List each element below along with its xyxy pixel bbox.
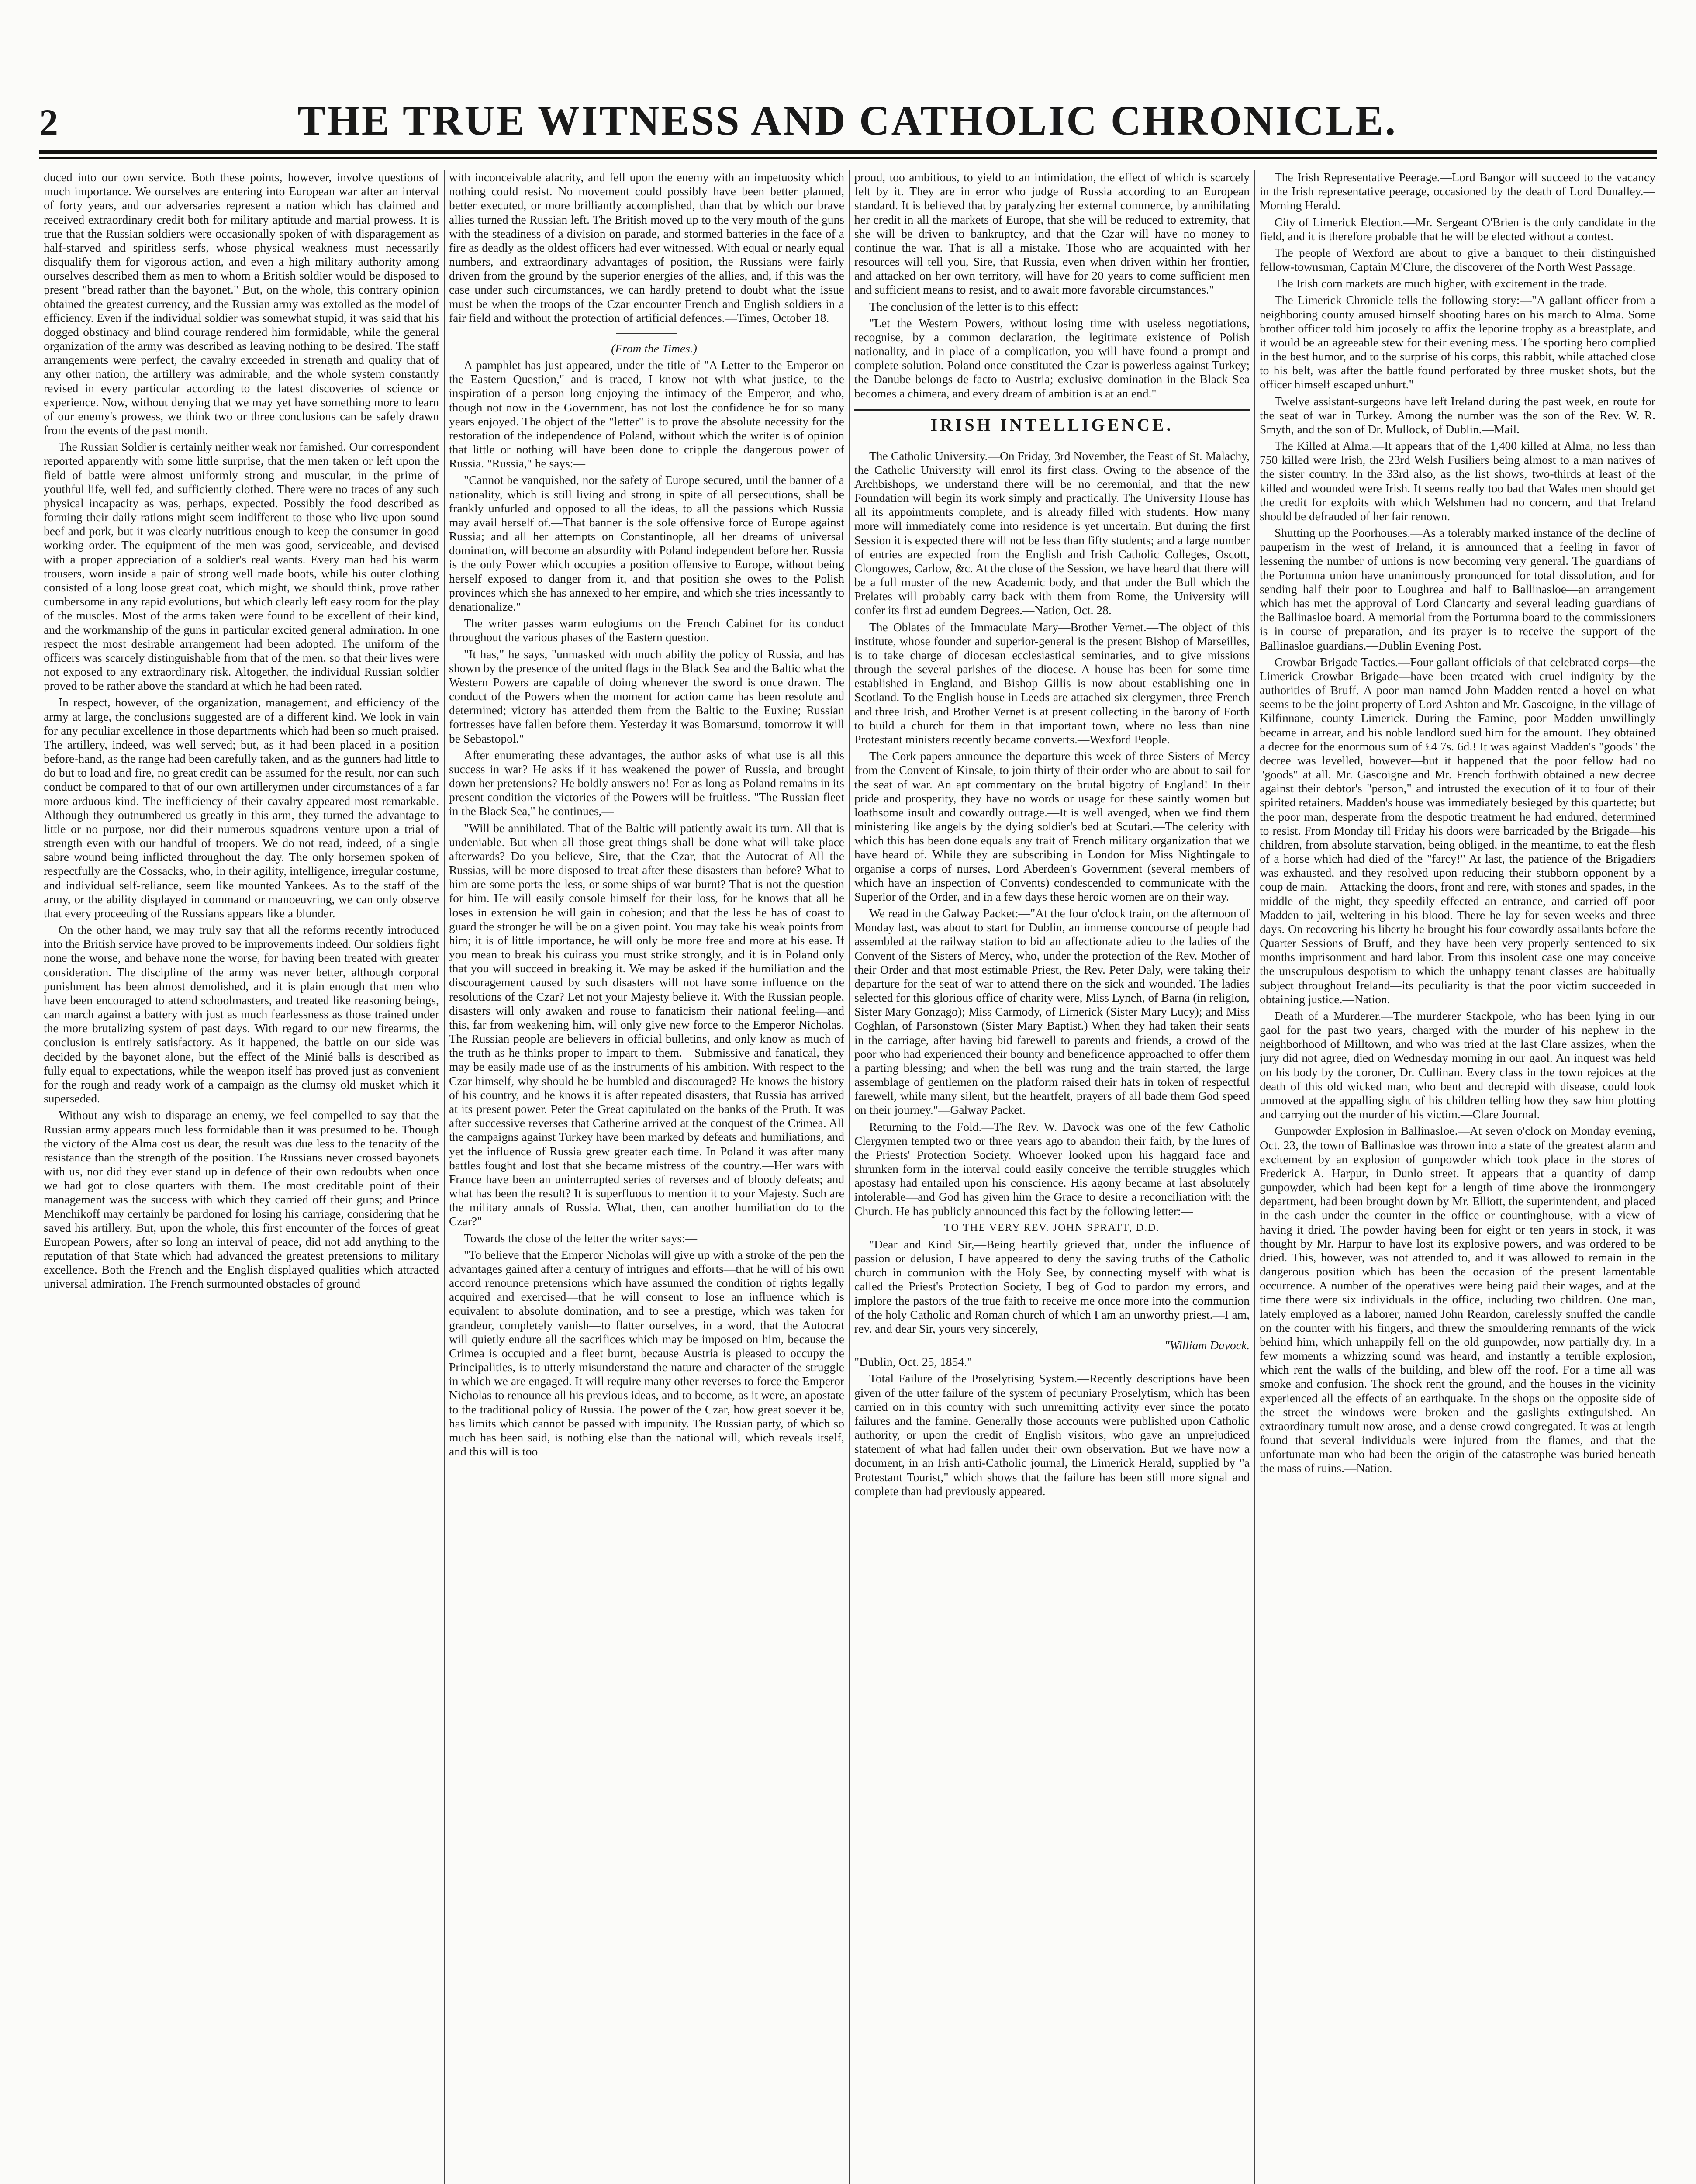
quoted-paragraph: "To believe that the Emperor Nicholas will give up with a stroke of the pen the advantages gained after a century of intrigues and efforts—that he will of his own accord renounce pretensions which have assumed the condition of rights legally acquired and exercised—that he will consent to lose an influence which is equivalent to absolute domination, and to see a prestige, which was taken for grandeur, completely vanish—to flatter ourselves, in a word, that the Autocrat will quietly endure all the sacrifices which may be imposed on him, because the Crimea is occupied and a fleet burnt, because Austria is pleased to occupy the Principalities, is to utterly misunderstand the nature and character of the struggle in which we are engaged. It will require many other reverses to force the Emperor Nicholas to renounce all his previous ideas, and to become, as it were, an apostate to the traditional policy of Russia. The power of the Czar, how great soever it be, has limits which cannot be passed with impunity. The Russian party, of which so much has been said, is nothing else than the national will, which reveals itself, and this will is too (449, 1248, 844, 1458)
news-item: Shutting up the Poorhouses.—As a tolerably marked instance of the decline of pauperism in the west of Ireland, it is announced that a feeling in favor of lessening the number of unions is now becoming very general. The guardians of the Portumna union have unanimously pronounced for total dissolution, and for sending half their poor to Loughrea and half to Ballinasloe—an arrangement which has met the approval of Lord Clancarty and several leading guardians of the Ballinasloe board. A memorial from the Portumna board to the commissioners is in course of preparation, and its prayer is to receive the support of the Ballinasloe guardians.—Dublin Evening Post. (1260, 526, 1655, 652)
news-item: The Irish corn markets are much higher, with excitement in the trade. (1275, 276, 1607, 290)
news-item: Crowbar Brigade Tactics.—Four gallant officials of that celebrated corps—the Limerick Crowbar Brigade—have been treated with cruel indignity by the authorities of Bruff. A poor man named John Madden rented a hovel on what seems to be the joint property of Lord Ashton and Mr. Gascoigne, in the village of Kilfinnane, county Limerick. During the Famine, poor Madden unwillingly became in arrear, and his noble landlord sued him for the amount. They obtained a decree for the enormous sum of £4 7s. 6d.! It was against Madden's "goods" the decree was levelled, however—but it happened that the poor fellow had no "goods" at all. Mr. Gascoigne and Mr. French forthwith obtained a new decree against their debtor's "person," and intrusted the execution of it to four of their spirited retainers. Madden's house was immediately besieged by this quartette; but the poor man, desperate from the despotic treatment he had endured, determined to resist. From Monday till Friday his doors were barricaded by the Brigade—his children, from absolute starvation, being obliged, in the meantime, to eat the flesh of a horse which had died of the "farcy!" At last, the patience of the Brigadiers was exhausted, and they resolved upon reducing their stubborn opponent by a coup de main.—Attacking the doors, front and rere, with stones and spades, in the middle of the night, they speedily effected an entrance, and carried off poor Madden to jail, weltering in his blood. There he lay for seven weeks and three days. On recovering his liberty he brought his four cowardly assailants before the Quarter Sessions of Bruff, and they have been very properly sentenced to six months imprisonment and hard labor. From this insolent case one may conceive the unscrupulous despotism to which the unhappy tenant classes are habitually subject throughout Ireland—its peculiarity is that the poor victim succeeded in obtaining justice.—Nation. (1260, 655, 1655, 1006)
paragraph: Towards the close of the letter the writer says:— (464, 1231, 698, 1245)
quoted-paragraph: "Cannot be vanquished, nor the safety of Europe secured, until the banner of a nationality, which is still living and strong in spite of all persecutions, shall be frankly unfurled and opposed to all the ideas, to all the passions which Russia may avail herself of.—That banner is the sole offensive force of Europe against Russia; and all her attempts on Constantinople, all her dreams of universal domination, will become an absurdity with Poland independent before her. Russia is the only Power which occupies a position offensive to Europe, without being herself exposed to danger from it, and that position she owes to the Polish provinces which she has annexed to her empire, and which she tries incessantly to denationalize." (449, 473, 844, 613)
news-item: Gunpowder Explosion in Ballinasloe.—At seven o'clock on Monday evening, Oct. 23, the town of Ballinasloe was thrown into a state of the greatest alarm and excitement by an explosion of gunpowder which took place in the stores of Frederick A. Harpur, in Dunlo street. It appears that a quantity of damp gunpowder, which had been kept for a length of time above the ironmongery department, had been brought down by Mr. Elliott, the superintendent, and placed in the cash under the counter in the office or countinghouse, with a view of having it dried. The powder having been for eight or ten years in stock, it was thought by Mr. Harpur to have lost its explosive powers, and was ordered to be dried. This, however, was not attended to, and it was allowed to remain in the dangerous position which has been the occasion of the present lamentable occurrence. A number of the operatives were being paid their wages, and at the time there were six individuals in the office, including two children. One man, lately employed as a laborer, named John Reardon, carelessly snuffed the candle on the counter with his fingers, and threw the smouldering remnants of the wick behind him, which unhappily fell on the old gunpowder, now partially dry. In a few moments a whizzing sound was heard, and instantly a terrible explosion, which rent the walls of the building, and blew off the roof. For a time all was smoke and confusion. The shock rent the ground, and the houses in the vicinity experienced all the effects of an earthquake. In the shops on the opposite side of the street the windows were broken and the gaslights extinguished. An extraordinary tumult now arose, and a dense crowd congregated. It was at length found that several individuals were injured from the flames, and that the unfortunate man who had been the origin of the catastrophe was buried beneath the mass of ruins.—Nation. (1260, 1124, 1655, 1475)
letter-date: "Dublin, Oct. 25, 1854." (854, 1355, 972, 1369)
news-item: The Killed at Alma.—It appears that of the 1,400 killed at Alma, no less than 750 killed were Irish, the 23rd Welsh Fusiliers being almost to a man natives of the sister country. In the 33rd also, as the list shows, two-thirds at least of the killed and wounded were Irish. It seems really too bad that Wales men should get the credit for exploits with which Welshmen had no concern, and that Ireland should be defrauded of her fair renown. (1260, 439, 1655, 523)
news-item: Returning to the Fold.—The Rev. W. Davock was one of the few Catholic Clergymen tempted two or three years ago to abandon their faith, by the lures of the Priests' Protection Society. Whoever looked upon his haggard face and shrunken form in the interval could easily conceive the terrible struggles which apostasy had entailed upon his conscience. His agony became at last absolutely intolerable—and God has given him the Grace to desire a reconciliation with the Church. He has publicly announced this fact by the following letter:— (854, 1120, 1250, 1218)
column-divider (849, 170, 850, 2184)
news-item: The people of Wexford are about to give a banquet to their distinguished fellow-townsman, Captain M'Clure, the discoverer of the North West Passage. (1260, 245, 1655, 274)
news-item: Twelve assistant-surgeons have left Ireland during the past week, en route for the seat of war in Turkey. Among the number was the son of the Rev. W. R. Smyth, and the son of Dr. Mullock, of Dublin.—Mail. (1260, 394, 1655, 436)
columns (44, 170, 1655, 2184)
column-3 (854, 170, 1250, 2184)
column-1 (44, 170, 439, 2184)
column-2 (449, 170, 844, 2184)
news-item: Death of a Murderer.—The murderer Stackpole, who has been lying in our gaol for the past two years, charged with the murder of his nephew in the neighborhood of Milltown, and who was tried at the last Clare assizes, when the jury did not agree, died on Wednesday morning in our gaol. An inquest was held on his body by the coroner, Dr. Cullinan. Every class in the town rejoices at the death of this old wicked man, who bent and decrepid with disease, could look unmoved at the appalling sight of his children telling how they saw him plotting and carrying out the murder of his victim.—Clare Journal. (1260, 1009, 1655, 1121)
paragraph: The writer passes warm eulogiums on the French Cabinet for its conduct throughout the various phases of the Eastern question. (449, 616, 844, 644)
section-heading: IRISH INTELLIGENCE. (854, 409, 1250, 441)
news-item: Total Failure of the Proselytising System.—Recently descriptions have been given of the utter failure of the system of pecuniary Proselytism, which has been carried on in this country with such unremitting activity ever since the potato failures and the famine. Generally those accounts were published upon Catholic authority, or upon the credit of English visitors, who gave an unprejudiced statement of what had fallen under their own observation. But we have now a document, in an Irish anti-Catholic journal, the Limerick Herald, supplied by "a Protestant Tourist," which shows that the failure has been still more signal and complete than had previously appeared. (854, 1372, 1250, 1498)
masthead-rule-thin (39, 157, 1657, 159)
letter-signature: "William Davock. (1164, 1338, 1250, 1352)
paragraph: with inconceivable alacrity, and fell upon the enemy with an impetuosity which nothing could resist. No movement could possibly have been better planned, better executed, or more brilliantly accomplished, than that by which our brave allies turned the Russian left. The British moved up to the very mouth of the guns with the steadiness of a division on parade, and stormed batteries in the face of a fire as deadly as the oldest officers had ever witnessed. With equal or nearly equal numbers, and extraordinary advantages of position, the Russians were fairly driven from the ground by the superior energies of the allies, and, if this was the case under such circumstances, we can hardly pretend to doubt what the issue must be when the troops of the Czar encounter French and English soldiers in a fair field and without the protection of artificial defences.—Times, October 18. (449, 170, 844, 325)
column-4 (1260, 170, 1655, 2184)
masthead-rule-thick (39, 150, 1657, 154)
page-number: 2 (39, 101, 58, 143)
newspaper-title: THE TRUE WITNESS AND CATHOLIC CHRONICLE. (297, 97, 1397, 144)
article-subhead: (From the Times.) (611, 341, 697, 355)
paragraph: A pamphlet has just appeared, under the title of "A Letter to the Emperor on the Eastern Question," and is traced, I know not with what justice, to the inspiration of a person long enjoying the intimacy of the Emperor, and who, though not now in the Government, has not lost the confidence he for so many years enjoyed. The object of the "letter" is to prove the absolute necessity for the restoration of the independence of Poland, without which the writer is of opinion that little or nothing will have been done to cripple the dangerous power of Russia. "Russia," he says:— (449, 358, 844, 470)
masthead (39, 96, 1655, 149)
column-divider (444, 170, 445, 2184)
paragraph: On the other hand, we may truly say that all the reforms recently introduced into the British service have proved to be improvements indeed. Our soldiers fight none the worse, and behave none the worse, for having been treated with greater consideration. The discipline of the army was never better, although corporal punishment has been almost demolished, and it is plain enough that men who have been encouraged to attend schoolmasters, and treated like reasoning beings, can march against a battery with just as much fearlessness as those trained under the more brutalizing system of past days. With regard to our new firearms, the conclusion is entirely satisfactory. As it happened, the battle on our side was decided by the bayonet alone, but the effect of the Minié balls is described as fully equal to expectations, while the weapon itself has proved just as convenient for the rough and ready work of a campaign as the clumsy old musket which it superseded. (44, 923, 439, 1106)
paragraph: proud, too ambitious, to yield to an intimidation, the effect of which is scarcely felt by it. They are in error who judge of Russia according to an European standard. It is believed that by paralyzing her external commerce, by annihilating her credit in all the markets of Europe, that she will be reduced to extremity, that she will be driven to bankruptcy, and that the Czar will have no money to continue the war. That is all a mistake. Those who are acquainted with her resources will tell you, Sire, that Russia, even when driven within her frontier, and attacked on her own territory, will have for 20 years to come sufficient men and sufficient means to resist, and to await more favorable circumstances." (854, 170, 1250, 297)
news-item: The Cork papers announce the departure this week of three Sisters of Mercy from the Convent of Kinsale, to join thirty of their order who are about to sail for the seat of war. An apt commentary on the brutal bigotry of England! In their pride and prosperity, they have no words or usage for these saintly women but loathsome insult and cowardly outrage.—It is well avenged, when we find them ministering like angels by the dying soldier's bed at Scutari.—The celerity with which this has been done equals any trait of French military organization that we have heard of. While they are subscribing in London for Miss Nightingale to organise a corps of nurses, Lord Aberdeen's Government (several members of which have an inspection of Convents) condescended to communicate with the Superior of the Order, and in a few days these heroic women are on their way. (854, 749, 1250, 903)
news-item: The Oblates of the Immaculate Mary—Brother Vernet.—The object of this institute, whose founder and superior-general is the present Bishop of Marseilles, is to take charge of diocesan ecclesiastical seminaries, and to give missions through the several parishes of the diocese. A house has been for some time established in England, and Bishop Gillis is now about establishing one in Scotland. To the English house in Leeds are attached six clergymen, three French and three Irish, and Brother Vernet is at present collecting in the barony of Forth to build a church for them in that important town, where no less than nine Protestant ministers recently became converts.—Wexford People. (854, 620, 1250, 746)
news-item: City of Limerick Election.—Mr. Sergeant O'Brien is the only candidate in the field, and it is therefore probable that he will be elected without a contest. (1260, 215, 1655, 243)
paragraph: duced into our own service. Both these points, however, involve questions of much importance. We ourselves are entering into European war after an interval of forty years, and our adversaries represent a nation which has claimed and received extraordinary credit both for military aptitude and martial prowess. It is true that the Russian soldiers were occasionally spoken of with disparagement as half-starved and spiritless serfs, whose physical weakness must necessarily disqualify them for vigorous action, and even a high military authority among ourselves described them as men to whom a British soldier would be disposed to present "bread rather than the bayonet." But, on the whole, this contrary opinion obtained the greatest currency, and the Russian army was extolled as the model of efficiency. Even if the individual soldier was somewhat stupid, it was said that his dogged obstinacy and blind courage rendered him formidable, while the general organization of the army was described as leaving nothing to be desired. The staff arrangements were perfect, the cavalry exceeded in strength and quality that of any other nation, the artillery was admirable, and the whole system constantly revised in every particular according to the latest discoveries of science or experience. Now, without denying that we may yet have something more to learn of our enemy's prowess, we think two or three conclusions can be safely drawn from the events of the past month. (44, 170, 439, 437)
paragraph: After enumerating these advantages, the author asks of what use is all this success in war? He asks if it has weakened the power of Russia, and brought down her pretensions? He boldly answers no! For as long as Poland remains in its present condition the victories of the Powers will be fruitless. "The Russian fleet in the Black Sea," he continues,— (449, 748, 844, 818)
paragraph: Without any wish to disparage an enemy, we feel compelled to say that the Russian army appears much less formidable than it was presumed to be. Though the victory of the Alma cost us dear, the result was due less to the tenacity of the resistance than the strength of the position. The Russians never crossed bayonets with us, nor did they ever stand up in defence of their own redoubts when once we had got to close quarters with them. The most creditable point of their management was the success with which they carried off their guns; and Prince Menchikoff may certainly be pardoned for losing his carriage, considering that he saved his artillery. But, upon the whole, this first encounter of the forces of great European Powers, after so long an interval of peace, did not add anything to the reputation of that State which had advanced the greatest pretensions to military excellence. Both the French and the English displayed qualities which attracted universal admiration. The French surmounted obstacles of ground (44, 1108, 439, 1291)
paragraph: The conclusion of the letter is to this effect:— (869, 299, 1091, 313)
paragraph: The Russian Soldier is certainly neither weak nor famished. Our correspondent reported apparently with some little surprise, that the men taken or left upon the field of battle were almost uniformly strong and muscular, in the prime of youthful life, well fed, and sufficiently clothed. There were no traces of any such physical incapacity as was, perhaps, expected. Possibly the food described as forming their daily rations might seem indifferent to those who live upon sound beef and pork, but it was clearly nutritious enough to keep the consumer in good working order. The equipment of the men was good, serviceable, and devised with a proper appreciation of a soldier's real wants. Every man had his warm trousers, worn inside a pair of strong well made boots, while his outer clothing consisted of a long loose great coat, which might, we should think, prove rather cumbersome in any rapid evolutions, but which clearly left easy room for the play of the muscles. Most of the arms taken were found to be excellent of their kind, and the workmanship of the guns in particular excited general admiration. In one respect the most desirable arrangement had been adopted. The uniform of the officers was scarcely distinguishable from that of the men, so that their lives were not exposed to any extraordinary risk. Altogether, the individual Russian soldier proved to be rather above the standard at which he had been rated. (44, 440, 439, 693)
paragraph: In respect, however, of the organization, management, and efficiency of the army at large, the conclusions suggested are of a different kind. We look in vain for any peculiar excellence in those departments which had been so much praised. The artillery, indeed, was well served; but, as it had been placed in a position before-hand, as the range had been carefully taken, and as the gunners had little to do but to load and fire, no great credit can be assumed for the result, nor can such conduct be compared to that of our own artillerymen under circumstances of a far more arduous kind. The inefficiency of their cavalry appeared most remarkable. Although they outnumbered us greatly in this arm, they turned the advantage to little or no purpose, nor did their numerous squadrons venture upon a trial of strength even with our handful of troopers. We do not read, indeed, of a single sabre wound being inflicted throughout the day. The only horsemen spoken of respectfully are the Cossacks, who, in their agility, intelligence, irregular costume, and individual self-reliance, seem like mounted Yankees. As to the staff of the army, or the ability displayed in command or manoeuvring, we can only observe that every proceeding of the Russians appears like a blunder. (44, 695, 439, 920)
divider (616, 333, 677, 334)
letter-addressee: TO THE VERY REV. JOHN SPRATT, D.D. (944, 1222, 1160, 1234)
news-item: The Irish Representative Peerage.—Lord Bangor will succeed to the vacancy in the Irish representative peerage, occasioned by the death of Lord Dunalley.—Morning Herald. (1260, 170, 1655, 212)
quoted-paragraph: "Will be annihilated. That of the Baltic will patiently await its turn. All that is undeniable. But when all those great things shall be done what will take place afterwards? Do you believe, Sire, that the Czar, that the Autocrat of All the Russias, will be more disposed to treat after these disasters than before? What to him are some ports the less, or some ships of war burnt? That is not the question for him. He will easily console himself for their loss, for he knows that all he loses in extension he will gain in cohesion; and that the less he has of coast to guard the stronger he will be on a given point. You may take his weak points from him; it is of little importance, he will only be more free and more at his ease. If you mean to break his cuirass you must strike strongly, and it is in Poland only that you will succeed in breaking it. We may be asked if the humiliation and the discouragement caused by such disasters will not have some influence on the resolutions of the Czar? Let not your Majesty believe it. With the Russian people, disasters will only awaken and rouse to fanaticism their national feeling—and this, far from weakening him, will only give new force to the Emperor Nicholas. The Russian people are believers in official bulletins, and only know as much of the truth as he thinks proper to impart to them.—Submissive and fanatical, they may be easily made use of as the instruments of his ambition. With respect to the Czar himself, why should he be humbled and discouraged? He knows the history of his country, and he knows it is after repeated disasters, that Russia has arrived at its present power. Peter the Great capitulated on the banks of the Pruth. It was after successive reverses that Catherine arrived at the conquest of the Crimea. All the campaigns against Turkey have been marked by defeats and humiliations, and yet the influence of Russia grew greater each time. In Poland it was after many battles fought and lost that she became mistress of the country.—Her wars with France have been an uninterrupted series of reverses and of bloody defeats; and what has been the result? It is superfluous to mention it to your Majesty. Such are the military annals of Russia. What, then, can another humiliation do to the Czar?" (449, 821, 844, 1228)
news-item: The Limerick Chronicle tells the following story:—"A gallant officer from a neighboring county amused himself shooting hares on his march to Alma. Some brother officer told him jocosely to affix the leporine trophy as a breastplate, and it would be an agreeable stew for their evening mess. The sporting hero complied in the best humor, and to the surprise of his corps, this rabbit, while attached close to his belt, was after the battle found perforated by three musket shots, but the officer himself escaped unhurt." (1260, 293, 1655, 391)
quoted-paragraph: "It has," he says, "unmasked with much ability the policy of Russia, and has shown by the presence of the united flags in the Black Sea and the Baltic what the Western Powers are capable of doing whenever the sword is once drawn. The conduct of the Powers when the moment for action came has been resolute and determined; victory has attended them from the Baltic to the Euxine; Russian fortresses have fallen before them. Yesterday it was Bomarsund, tomorrow it will be Sebastopol." (449, 647, 844, 745)
column-divider (1254, 170, 1255, 2184)
news-item: The Catholic University.—On Friday, 3rd November, the Feast of St. Malachy, the Catholic University will enrol its first class. Owing to the absence of the Archbishops, we understand there will be no ceremonial, and that the new Foundation will begin its work simply and practically. The University House has all its appointments complete, and is already filled with students. How many more will immediately come into residence is yet uncertain. But during the first Session it is expected there will not be less than fifty students; and a large number of entries are expected from the English and Irish Catholic Colleges, Oscott, Clongowes, Carlow, &c. At the close of the Session, we have heard that there will be a full muster of the new Academic body, and that under the Bull which the Prelates will probably carry back with them from Rome, the University will confer its first ad eundem Degrees.—Nation, Oct. 28. (854, 449, 1250, 617)
letter-body: "Dear and Kind Sir,—Being heartily grieved that, under the influence of passion or delusion, I have appeared to deny the saving truths of the Catholic church in communion with the Holy See, by connecting myself with what is called the Priest's Protection Society, I beg of God to pardon my errors, and implore the pastors of the true faith to receive me once more into the communion of the holy Catholic and Roman church of which I am an unworthy priest.—I am, rev. and dear Sir, yours very sincerely, (854, 1237, 1250, 1335)
news-item: We read in the Galway Packet:—"At the four o'clock train, on the afternoon of Monday last, was about to start for Dublin, an immense concourse of people had assembled at the railway station to bid an affectionate adieu to the ladies of the Convent of the Sisters of Mercy, who, under the protection of the Rev. Mother of their Order and that most estimable Priest, the Rev. Peter Daly, were taking their departure for the seat of war to attend there on the sick and wounded. The ladies selected for this glorious office of charity were, Miss Lynch, of Barna (in religion, Sister Mary Gonzago); Miss Carmody, of Limerick (Sister Mary Lucy); and Miss Coghlan, of Parsonstown (Sister Mary Baptist.) When they had taken their seats in the carriage, after having bid farewell to parents and friends, a crowd of the poor who had experienced their bounty and beneficence approached to offer them a parting blessing; and when the bell was rung and the train started, the large assemblage of gentlemen on the platform raised their hats in token of respectful farewell, while many silent, but the heartfelt, prayers of all bade them God speed on their journey."—Galway Packet. (854, 906, 1250, 1117)
quoted-paragraph: "Let the Western Powers, without losing time with useless negotiations, recognise, by a common declaration, the legitimate existence of Polish nationality, and in place of a complication, you will have found a prompt and complete solution. Poland once constituted the Czar is powerless against Turkey; the Danube belongs de facto to Austria; exclusive domination in the Black Sea becomes a chimera, and every dream of ambition is at an end." (854, 316, 1250, 400)
